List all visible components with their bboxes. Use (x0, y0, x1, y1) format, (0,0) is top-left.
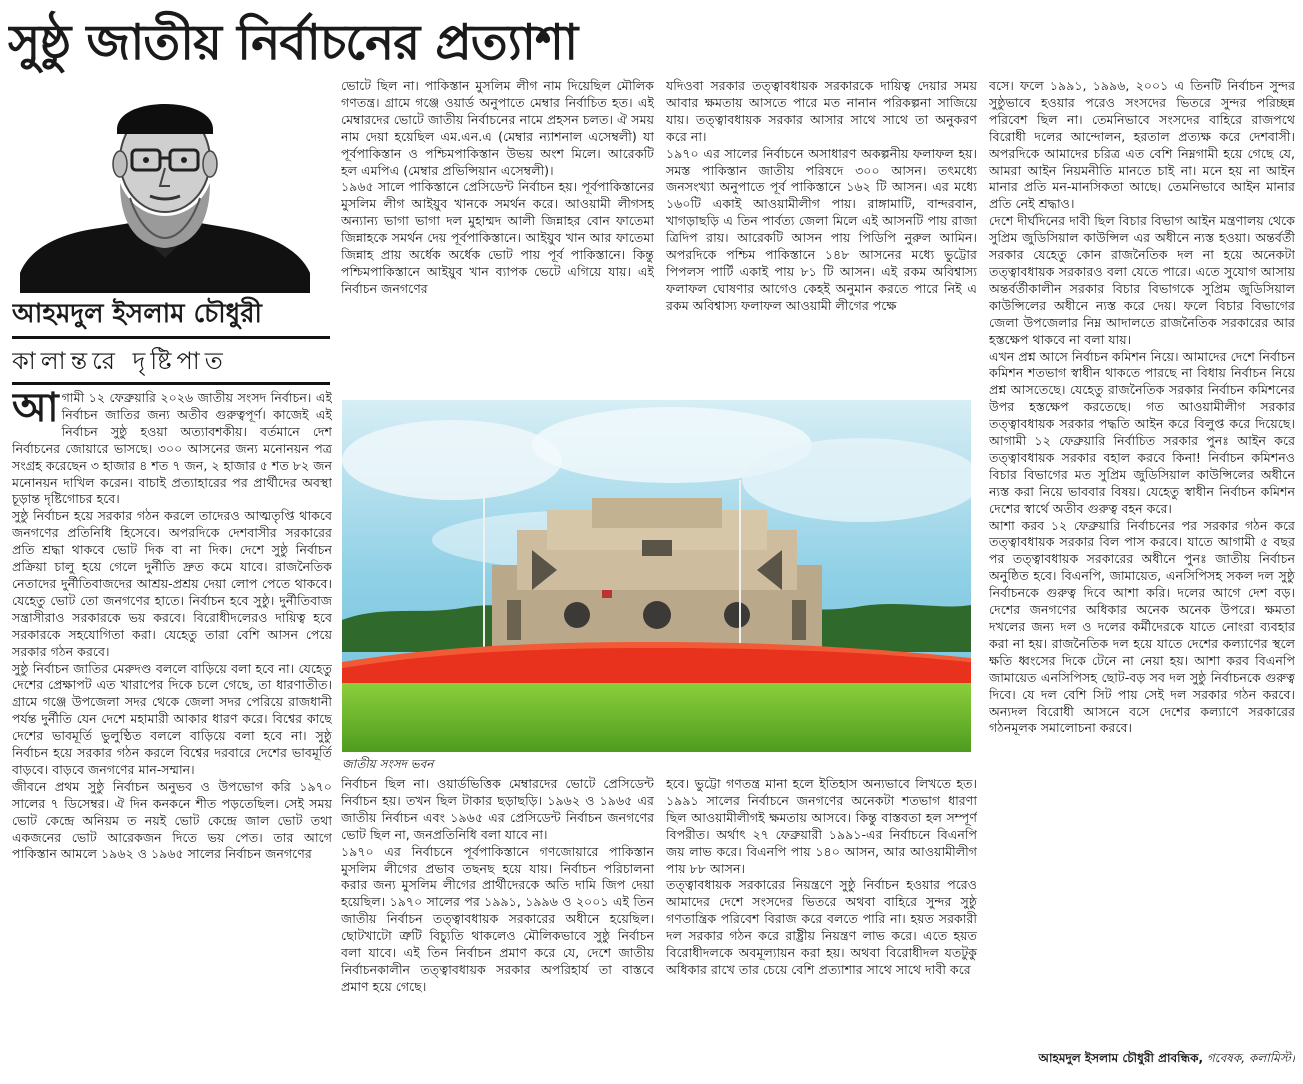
paragraph: ১৯৬৫ সালে পাকিস্তানে প্রেসিডেন্ট নির্বাচন হয়। পূর্বপাকিস্তানের মুসলিম লীগ আইয়ুব খানকে সমর্থন করে। আওয়ামী লীগসহ অন্যান্য ভাগা ভাগা দল মুহাম্মদ আলী জিন্নাহর বোন ফাতেমা জিন্নাহকে সমর্থন দেয় পূর্বপাকিস্তানে। আইয়ুব খান আর ফাতেমা জিন্নাহ প্রায় অর্ধেক অর্ধেক ভোট পায় পূর্ব পাকিস্তানে। কিন্তু পশ্চিমপাকিস্তানে আইয়ুব খান ব্যাপক ভেটে এগিয়ে যায়। এই নির্বাচন জনগণের (341, 179, 654, 296)
author-name: আহমদুল ইসলাম চৌধুরী (12, 299, 262, 329)
column-name: কালান্তরে দৃষ্টিপাত (12, 347, 228, 375)
paragraph: ১৯৭০ এর সালের নির্বাচনে অসাধারণ অকল্পনীয় ফলাফল হয়। সমস্ত পাকিস্তান জাতীয় পরিষদে ৩০০ আসন। তৎমধ্যে জনসংখ্যা অনুপাতে পূর্ব পাকিস্তানে ১৬২ টি আসন। এর মধ্যে ১৬০টি একাই আওয়ামীলীগ পায়। রাঙ্গামাটি, বান্দরবান, খাগড়াছড়ি এ তিন পার্বত্য জেলা মিলে এই আসনটি পায় রাজা ত্রিদিপ রায়। আরেকটি আসন পায় পিডিপি নুরুল আমিন। অপরদিকে পশ্চিম পাকিস্তানে ১৪৮ আসনের মধ্যে ভুট্টোর পিপলস পার্টি একাই পায় ৮১ টি আসন। এই রকম অবিশ্বাস্য ফলাফল ঘোষণার আগেও কেহই অনুমান করতে পারে নিই এ রকম অবিশ্বাস্য ফলাফল আওয়ামী লীগের পক্ষে (666, 145, 977, 313)
paragraph: সুষ্ঠু নির্বাচন হয়ে সরকার গঠন করলে তাদেরও আত্মতৃপ্তি থাকবে জনগণের প্রতিনিধি হিসেবে। অপরদিকে দেশবাসীর সরকারের প্রতি শ্রদ্ধা থাকবে ভোট দিক বা না দিক। দেশে সুষ্ঠু নির্বাচন প্রক্রিয়া চালু হয়ে গেলে দুর্নীতি দ্রুত কমে যাবে। রাজনৈতিক নেতাদের দুর্নীতিবাজদের আশ্রয়-প্রশ্রয় দেয়া লোপ পেতে থাকবে। যেহেতু ভোট তো জনগণের হাতে। নির্বাচন হবে সুষ্ঠু। দুর্নীতিবাজ সন্ত্রাসীরাও সরকারকে ভয় করবে। বিরোধীদলেরও দায়িত্ব হবে সরকারকে সহযোগিতা করা। যেহেতু তারা বেশি আসন পেয়ে সরকার গঠন করবে। (12, 508, 332, 659)
author-portrait (20, 88, 310, 293)
parliament-photo (342, 400, 971, 752)
drop-cap: আ (12, 390, 59, 431)
paragraph: জীবনে প্রথম সুষ্ঠু নির্বাচন অনুভব ও উপভোগ করি ১৯৭০ সালের ৭ ডিসেম্বর। ঐ দিন কনকনে শীত পড়তেছিল। সেই সময় ভোট কেন্দ্রে অনিয়ম ত নয়ই ভোট কেন্দ্রে জাল ভোট তথা একজনের ভোট আরেকজন দিতে ভয় পেত। তার আগে পাকিস্তান আমলে ১৯৬২ ও ১৯৬৫ সালের নির্বাচন জনগণের (12, 778, 332, 862)
paragraph: এখন প্রশ্ন আসে নির্বাচন কমিশন নিয়ে। আমাদের দেশে নির্বাচন কমিশন শতভাগ স্বাধীন থাকতে পারছে না বিধায় নির্বাচন নিয়ে প্রশ্ন আসতেছে। যেহেতু রাজনৈতিক সরকার নির্বাচন কমিশনের উপর হস্তক্ষেপ করতেছে। গত আওয়ামীলীগ সরকার তত্ত্বাবধায়ক সরকার পদ্ধতি আইন করে বিলুপ্ত করে দিয়েছে। আগামী ১২ ফেব্রুয়ারি নির্বাচিত সরকার পুনঃ আইন করে তত্ত্বাবধায়ক সরকার বহাল করবে কিনা! নির্বাচন কমিশনও বিচার বিভাগের মত সুপ্রিম জুডিসিয়াল কাউন্সিলের অধীনে ন্যস্ত করা নিয়ে ভাববার বিষয়। যেহেতু স্বাধীন নির্বাচন কমিশন দেশের স্বার্থে অতীব গুরুত্ব বহন করে। (989, 348, 1295, 516)
paragraph: বসে। ফলে ১৯৯১, ১৯৯৬, ২০০১ এ তিনটি নির্বাচন সুন্দর সুষ্ঠুভাবে হওয়ার পরেও সংসদের ভিতরে সুন্দর পরিচ্ছন্ন পরিবেশ ছিল না। তেমনিভাবে সংসদের বাহিরে রাজপথে বিরোধী দলের আন্দোলন, হরতাল প্রত্যক্ষ করে দেশবাসী। অপরদিকে আমাদের চরিত্র এত বেশি নিম্নগামী হয়ে গেছে যে, আমরা আইন নিয়মনীতি মানতে চাই না। মনে হয় না আইন মানার প্রতি মন-মানসিকতা আছে। তেমনিভাবে আইন মানার প্রতি নেই শ্রদ্ধাও। (989, 78, 1295, 212)
article-column-4 (989, 78, 1295, 1036)
photo-caption: জাতীয় সংসদ ভবন (342, 757, 434, 771)
byline-name: আহমদুল ইসলাম চৌধুরী প্রাবন্ধিক, (1038, 1051, 1204, 1065)
article-column-2-bottom (341, 776, 654, 1068)
article-column-3-bottom (666, 776, 977, 1068)
paragraph: নির্বাচন ছিল না। ওয়ার্ডভিত্তিক মেম্বারদের ভোটে প্রেসিডেন্ট নির্বাচন হয়। তখন ছিল টাকার ছড়াছড়ি। ১৯৬২ ও ১৯৬৫ এর জাতীয় নির্বাচন এবং ১৯৬৫ এর প্রেসিডেন্ট নির্বাচন জনগণের ভোট ছিল না, জনপ্রতিনিধি বলা যাবে না। (341, 776, 654, 842)
paragraph: ১৯৭০ এর নির্বাচনে পূর্বপাকিস্তানে গণজোয়ারে পাকিস্তান মুসলিম লীগের প্রভাব তছনছ হয়ে যায়। নির্বাচন পরিচালনা করার জন্য মুসলিম লীগের প্রার্থীদেরকে অতি দামি জিপ দেয়া হয়েছিল। ১৯৭০ সালের পর ১৯৯১, ১৯৯৬ ও ২০০১ এই তিন জাতীয় নির্বাচন তত্ত্বাবধায়ক সরকারের অধীনে হয়েছিল। ছোটখাটো ত্রুটি বিচ্যুতি থাকলেও মৌলিকভাবে সুষ্ঠু নির্বাচন বলা যাবে। এই তিন নির্বাচন প্রমাণ করে যে, দেশে জাতীয় নির্বাচনকালীন তত্ত্বাবধায়ক সরকার অপরিহার্য তা বাস্তবে প্রমাণ হয়ে গেছে। (341, 843, 654, 994)
article-column-1 (12, 390, 332, 1068)
byline-role: গবেষক, কলামিস্ট। (1206, 1051, 1295, 1065)
article-column-2-top (341, 78, 654, 396)
paragraph: হবে। ভুট্টো গণতন্ত্র মানা হলে ইতিহাস অন্যভাবে লিখতে হত। ১৯৯১ সালের নির্বাচনে জনগণের অনেকটা শতভাগ ধারণা ছিল আওয়ামীলীগই ক্ষমতায় আসবে। কিন্তু বাস্তবতা হল সম্পূর্ণ বিপরীত। অর্থাৎ ২৭ ফেব্রুয়ারী ১৯৯১-এর নির্বাচনে বিএনপি জয় লাভ করে। বিএনপি পায় ১৪০ আসন, আর আওয়ামীলীগ পায় ৮৮ আসন। (666, 776, 977, 876)
paragraph: যদিওবা সরকার তত্ত্বাবধায়ক সরকারকে দায়িত্ব দেয়ার সময় আবার ক্ষমতায় আসতে পারে মত নানান পরিকল্পনা সাজিয়ে যায়। তত্ত্বাবধায়ক সরকার আসার সাথে সাথে তা অনুকরণ করে না। (666, 78, 977, 144)
paragraph (12, 390, 332, 508)
paragraph: দেশে দীর্ঘদিনের দাবী ছিল বিচার বিভাগ আইন মন্ত্রণালয় থেকে সুপ্রিম জুডিসিয়াল কাউন্সিল এর অধীনে ন্যস্ত হওয়া। অন্তর্বর্তী সরকার যেহেতু কোন রাজনৈতিক দল না হয়ে অনেকটা তত্ত্বাবধায়ক সরকারও বলা যেতে পারে। এতে সুযোগ আসায় অন্তর্বর্তীকালীন সরকার বিচার বিভাগকে সুপ্রিম জুডিসিয়াল কাউন্সিলের অধীনে ন্যস্ত করে দেয়। ফলে বিচার বিভাগের জেলা উপজেলার নিম্ন আদালতে রাজনৈতিক সরকারের আর হস্তক্ষেপ থাকবে না বলা যায়। (989, 213, 1295, 347)
article-column-3-top (666, 78, 977, 396)
paragraph: তত্ত্বাবধায়ক সরকারের নিয়ন্ত্রণে সুষ্ঠু নির্বাচন হওয়ার পরেও আমাদের দেশে সংসদের ভিতরে অথবা বাহিরে সুন্দর সুষ্ঠু গণতান্ত্রিক পরিবেশ বিরাজ করে বলতে পারি না। হয়ত সরকারী দল সরকার গঠন করে রাষ্ট্রীয় নিয়ন্ত্রণ লাভ করে। এতে হয়ত বিরোধীদলকে অবমূল্যায়ন করা হয়। অথবা বিরোধীদল যতটুকু অধিকার রাখে তার চেয়ে বেশি প্রত্যাশার সাথে সাথে দাবী করে (666, 877, 977, 977)
column-divider (12, 382, 330, 385)
paragraph: ভোটে ছিল না। পাকিস্তান মুসলিম লীগ নাম দিয়েছিল মৌলিক গণতন্ত্র। গ্রামে গঞ্জে ওয়ার্ড অনুপাতে মেম্বার নির্বাচিত হত। এই মেম্বারদের ভোটে জাতীয় নির্বাচনের নামে প্রহসন চলত। ঐ সময় নাম দেয়া হয়েছিল এম.এন.এ (মেম্বার ন্যাশনাল এসেম্বলী) যা পূর্বপাকিস্তান ও পশ্চিমপাকিস্তান উভয় অংশ মিলে। আরেকটি হল এমপিএ (মেম্বার প্রভিন্সিয়ান এসেম্বলী)। (341, 78, 654, 178)
paragraph: আশা করব ১২ ফেব্রুয়ারি নির্বাচনের পর সরকার গঠন করে তত্ত্বাবধায়ক সরকার বিল পাস করবে। যাতে আগামী ৫ বছর পর তত্ত্বাবধায়ক সরকারের অধীনে পুনঃ জাতীয় নির্বাচন অনুষ্ঠিত হবে। বিএনপি, জামায়েত, এনসিপিসহ সকল দল সুষ্ঠু নির্বাচনকে গুরুত্ব দিবে আশা করি। দলের আগে দেশ বড়। দেশের জনগণের অধিকার অনেক অনেক উপরে। ক্ষমতা দখলের জন্য দল ও দলের কর্মীদেরকে যাতে নোংরা ব্যবহার করা না হয়। রাজনৈতিক দল হয়ে যাতে দেশের কল্যাণের স্থলে ক্ষতি ধ্বংসের দিকে টেনে না নেয়া হয়। আশা করব বিএনপি জামায়েত এনসিপিসহ ছোট-বড় সব দল সুষ্ঠু নির্বাচনকে গুরুত্ব দিবে। যে দল বেশি সিট পায় সেই দল সরকার গঠন করবে। অন্যদল বিরোধী আসনে বসে দেশের কল্যাণে সরকারের গঠনমূলক সমালোচনা করবে। (989, 517, 1295, 736)
paragraph-text: গামী ১২ ফেব্রুয়ারি ২০২৬ জাতীয় সংসদ নির্বাচন। এই নির্বাচন জাতির জন্য অতীব গুরুত্বপূর্ণ। কাজেই এই নির্বাচন সুষ্ঠু হওয়া অত্যাবশকীয়। বর্তমানে দেশ নির্বাচনের জোয়ারে ভাসছে। ৩০০ আসনের জন্য মনোনয়ন পত্র সংগ্রহ করেছেন ৩ হাজার ৪ শত ৭ জন, ২ হাজার ৫ শত ৮২ জন মনোনয়ন দাখিল করেন। বাচাই প্রত্যাহারের পর প্রার্থীদের অবস্থা চূড়ান্ত দৃষ্টিগোচর হবে। (12, 390, 332, 507)
author-byline (990, 1048, 1295, 1068)
author-divider (12, 336, 330, 339)
headline: সুষ্ঠু জাতীয় নির্বাচনের প্রত্যাশা (8, 14, 578, 71)
paragraph: সুষ্ঠু নির্বাচন জাতির মেরুদণ্ড বললে বাড়িয়ে বলা হবে না। যেহেতু দেশের প্রেক্ষাপট এত খারাপের দিকে চলে গেছে, তা ধারণাতীত। গ্রামে গঞ্জে উপজেলা সদর থেকে জেলা সদর পেরিয়ে রাজধানী পর্যন্ত দুর্নীতি যেন দেশে মহামারী আকার ধারণ করে। বিশ্বের কাছে দেশের ভাবমূর্তি ভুলুণ্ঠিত বললে বাড়িয়ে বলা হবে না। সুষ্ঠু নির্বাচন হয়ে সরকার গঠন করলে বিশ্বের দরবারে দেশের ভাবমূর্তি বাড়বে। বাড়বে জনগণের মান-সম্মান। (12, 660, 332, 777)
